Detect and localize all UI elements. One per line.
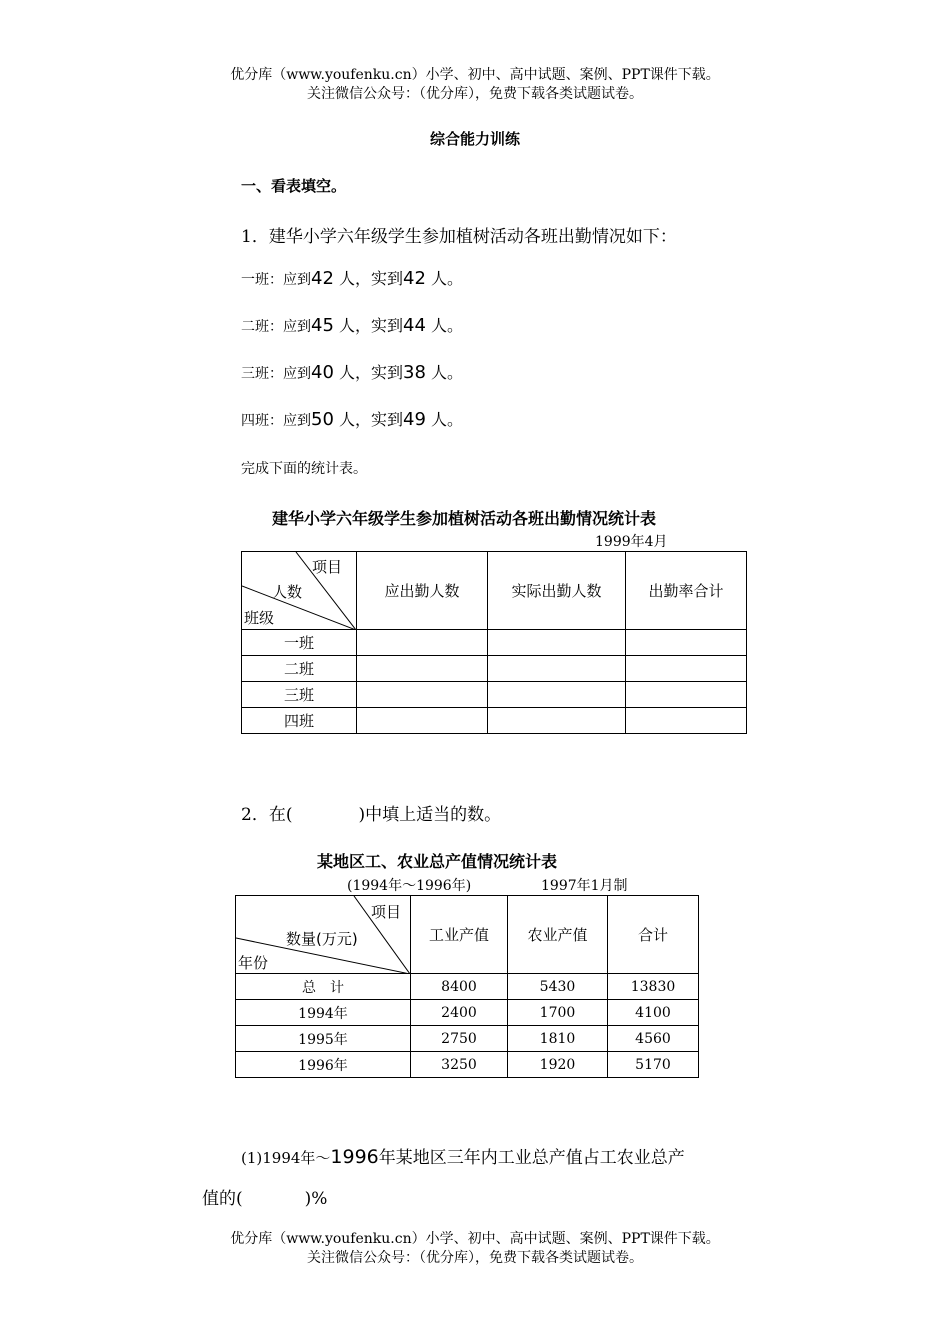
table-2-date: 1997年1月制 (541, 878, 628, 894)
output-value-table (235, 895, 699, 1078)
row-label: 四班 (242, 708, 357, 734)
blank-cell[interactable] (488, 708, 626, 734)
section-heading: 一、看表填空。 (241, 177, 347, 195)
footer-line-2: 关注微信公众号：（优分库），免费下载各类试题试卷。 (307, 1250, 643, 1266)
table-1-date: 1999年4月 (595, 534, 668, 550)
class-end: 人。 (431, 269, 464, 288)
header-line-2: 关注微信公众号：（优分库），免费下载各类试题试卷。 (307, 86, 643, 102)
class-name: 三班：应到 (241, 366, 311, 382)
actual-count: 49 (403, 409, 426, 430)
table-corner-cell (236, 896, 411, 974)
agriculture-value: 1700 (508, 1000, 608, 1026)
column-header: 合计 (608, 896, 699, 974)
table-row (236, 1000, 699, 1026)
should-count: 50 (311, 409, 334, 430)
blank-cell[interactable] (488, 656, 626, 682)
should-count: 40 (311, 362, 334, 383)
class-mid: 人，实到 (339, 410, 404, 429)
q2-1-line2-suffix: )% (304, 1189, 328, 1209)
attendance-table (241, 551, 747, 734)
row-label: 1995年 (236, 1026, 411, 1052)
class-line (241, 407, 463, 430)
row-label: 1994年 (236, 1000, 411, 1026)
blank-cell[interactable] (357, 630, 488, 656)
table-corner-cell (242, 552, 357, 630)
corner-top-label: 项目 (312, 558, 343, 576)
q2-1-year: 1996 (330, 1146, 379, 1168)
blank-cell[interactable] (357, 656, 488, 682)
actual-count: 42 (403, 268, 426, 289)
total-value: 4100 (608, 1000, 699, 1026)
class-line (241, 266, 463, 289)
blank-cell[interactable] (488, 630, 626, 656)
q2-1-part1: (1)1994年～ (241, 1149, 331, 1167)
total-value: 4560 (608, 1026, 699, 1052)
header-line-1: 优分库（www.youfenku.cn）小学、初中、高中试题、案例、PPT课件下载。 (230, 67, 720, 83)
agriculture-value: 5430 (508, 974, 608, 1000)
row-label: 一班 (242, 630, 357, 656)
table-row (236, 1026, 699, 1052)
class-end: 人。 (431, 316, 464, 335)
industry-value: 2400 (411, 1000, 508, 1026)
table-2-range: (1994年～1996年) (347, 878, 472, 894)
class-mid: 人，实到 (339, 363, 404, 382)
blank-cell[interactable] (626, 708, 747, 734)
q2-1-part2: 年某地区三年内工业总产值占工农业总产 (378, 1148, 685, 1168)
question-2-1-line-2 (202, 1184, 327, 1209)
table-row (236, 1052, 699, 1078)
industry-value: 3250 (411, 1052, 508, 1078)
question-1-intro: 1．建华小学六年级学生参加植树活动各班出勤情况如下： (241, 227, 677, 247)
actual-count: 38 (403, 362, 426, 383)
row-label: 1996年 (236, 1052, 411, 1078)
total-value: 13830 (608, 974, 699, 1000)
blank-cell[interactable] (488, 682, 626, 708)
question-2-1-line-1 (241, 1143, 685, 1168)
table-row (242, 630, 747, 656)
agriculture-value: 1810 (508, 1026, 608, 1052)
header-banner (0, 66, 950, 104)
class-end: 人。 (431, 363, 464, 382)
agriculture-value: 1920 (508, 1052, 608, 1078)
corner-middle-label: 数量(万元) (286, 930, 358, 948)
class-line (241, 360, 463, 383)
table-1-caption: 建华小学六年级学生参加植树活动各班出勤情况统计表 (272, 509, 657, 528)
blank-cell[interactable] (626, 682, 747, 708)
blank-cell[interactable] (357, 708, 488, 734)
table-row (242, 708, 747, 734)
industry-value: 2750 (411, 1026, 508, 1052)
column-header: 农业产值 (508, 896, 608, 974)
class-name: 四班：应到 (241, 413, 311, 429)
should-count: 42 (311, 268, 334, 289)
column-header: 出勤率合计 (626, 552, 747, 630)
q2-prefix: 2．在( (241, 805, 293, 825)
blank-cell[interactable] (626, 656, 747, 682)
class-mid: 人，实到 (339, 269, 404, 288)
blank-cell[interactable] (357, 682, 488, 708)
footer-line-1: 优分库（www.youfenku.cn）小学、初中、高中试题、案例、PPT课件下载。 (230, 1231, 720, 1247)
column-header: 实际出勤人数 (488, 552, 626, 630)
column-header: 工业产值 (411, 896, 508, 974)
q2-1-line2-prefix: 值的( (202, 1189, 243, 1209)
class-name: 二班：应到 (241, 319, 311, 335)
row-label: 总 计 (236, 974, 411, 1000)
class-end: 人。 (431, 410, 464, 429)
table-row (236, 974, 699, 1000)
table-2-caption: 某地区工、农业总产值情况统计表 (317, 852, 558, 871)
row-label: 二班 (242, 656, 357, 682)
industry-value: 8400 (411, 974, 508, 1000)
corner-top-label: 项目 (371, 903, 402, 921)
page-title: 综合能力训练 (429, 130, 520, 148)
corner-bottom-label: 年份 (238, 954, 269, 972)
instruction-text: 完成下面的统计表。 (241, 461, 367, 477)
class-line (241, 313, 463, 336)
actual-count: 44 (403, 315, 426, 336)
class-mid: 人，实到 (339, 316, 404, 335)
total-value: 5170 (608, 1052, 699, 1078)
footer-banner (0, 1230, 950, 1268)
row-label: 三班 (242, 682, 357, 708)
table-row (242, 682, 747, 708)
class-name: 一班：应到 (241, 272, 311, 288)
should-count: 45 (311, 315, 334, 336)
question-2 (241, 800, 501, 825)
q2-suffix: )中填上适当的数。 (358, 805, 502, 825)
table-row (242, 656, 747, 682)
blank-cell[interactable] (626, 630, 747, 656)
column-header: 应出勤人数 (357, 552, 488, 630)
corner-bottom-label: 班级 (244, 609, 275, 627)
corner-middle-label: 人数 (272, 583, 303, 601)
